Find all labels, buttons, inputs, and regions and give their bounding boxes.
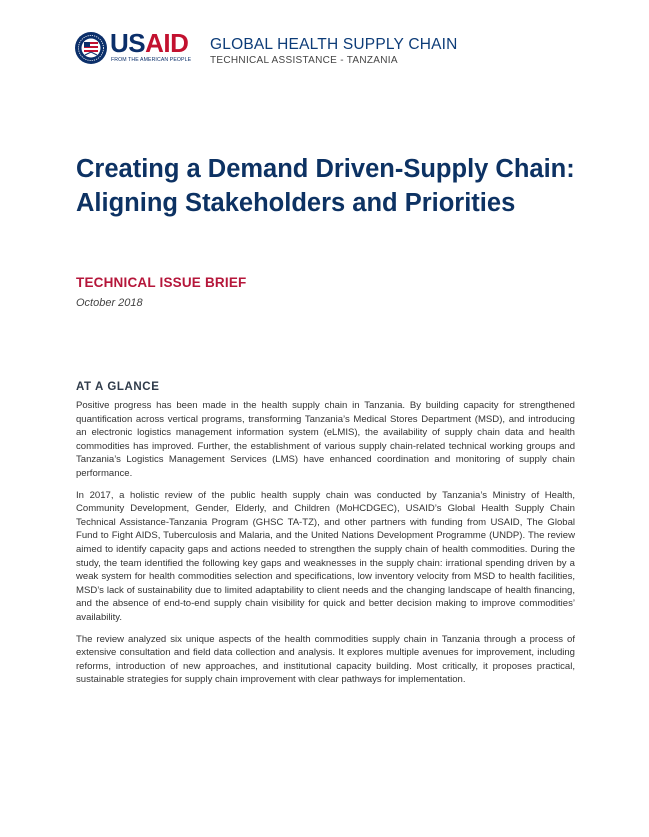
usaid-logo	[74, 28, 200, 68]
usaid-wordmark: USAID	[110, 28, 189, 58]
section-heading: AT A GLANCE	[76, 381, 160, 393]
usaid-tagline: FROM THE AMERICAN PEOPLE	[111, 57, 192, 63]
document-title: Creating a Demand Driven-Supply Chain: Aligning Stakeholders and Priorities	[76, 155, 575, 217]
page-header	[74, 28, 634, 68]
at-a-glance-section	[76, 381, 575, 695]
program-subtitle: TECHNICAL ASSISTANCE - TANZANIA	[210, 55, 398, 66]
document-date: October 2018	[76, 297, 143, 309]
paragraph: The review analyzed six unique aspects of the health commodities supply chain in Tanzania through a process of extensive consultation and field data collection and analysis. It explores multiple avenues for improvement, including reforms, introduction of new approaches, and institutional capacity building. Most critically, it proposes practical, sustainable strategies for supply chain improvement with clear pathways for implementation.	[76, 633, 575, 686]
usaid-seal-icon	[74, 31, 108, 65]
paragraph: In 2017, a holistic review of the public health supply chain was conducted by Tanzania’s Ministry of Health, Community Development, Gender, Elderly, and Children (MoHCDGEC), USAID’s Global Health Supply Chain Technical Assistance-Tanzania Program (GHSC TA-TZ), and other partners with funding from USAID, The Global Fund to Fight AIDS, Tuberculosis and Malaria, and the United Nations Development Programme (UNDP). The review aimed to identify capacity gaps and actions needed to strengthen the supply chain of health commodities. During the study, the team identified the following key gaps and weaknesses in the supply chain: irrational spending driven by a weak system for health commodities selection and specifications, low inventory velocity from MSD to health facilities, MSD’s lack of sustainability due to limited adaptability to client needs and the changing landscape of health financing, and the absence of end-to-end supply chain visibility for quick and better decision making to improve commodities’ availability.	[76, 489, 575, 623]
program-name	[210, 36, 458, 66]
program-title: GLOBAL HEALTH SUPPLY CHAIN	[210, 36, 458, 53]
document-type-label: TECHNICAL ISSUE BRIEF	[76, 275, 247, 290]
paragraph: Positive progress has been made in the health supply chain in Tanzania. By building capacity for strengthened quantification across vertical programs, transforming Tanzania’s Medical Stores Department (MSD), and introducing an electronic logistics management information system (eLMIS), the availability of supply chain data and health commodities has improved. Further, the establishment of various supply chain-related technical working groups and Tanzania’s Logistics Management Services (LMS) have enhanced coordination and monitoring of supply chain performance.	[76, 400, 575, 479]
